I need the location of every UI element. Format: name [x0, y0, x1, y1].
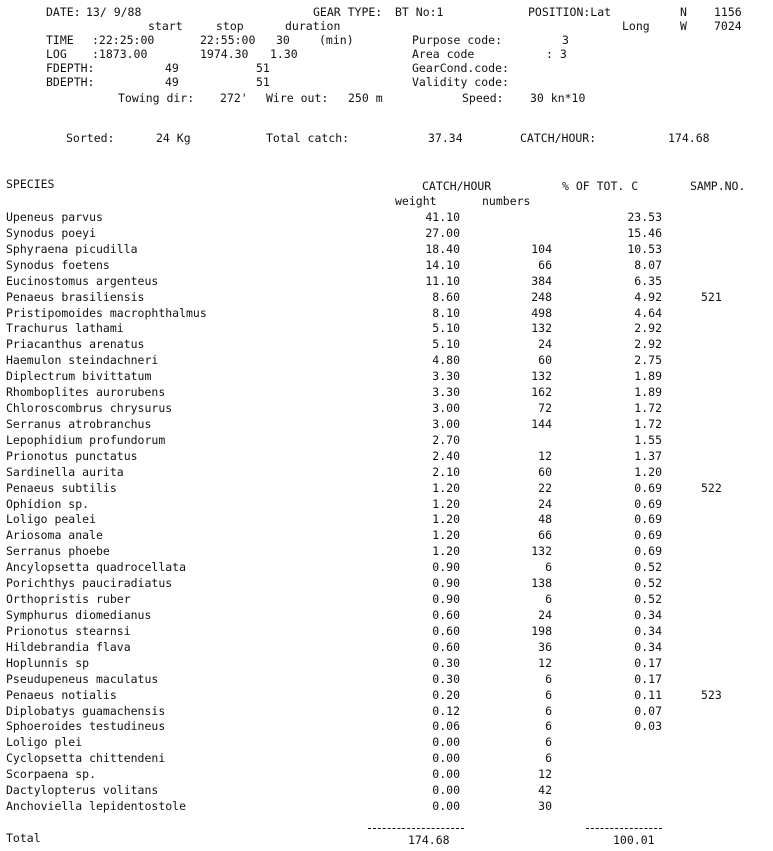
pct-of-total: 0.52 — [634, 592, 662, 607]
sorted-value: 24 Kg — [156, 131, 191, 145]
gear-type-value: BT No:1 — [395, 5, 444, 19]
catch-weight: 0.30 — [432, 671, 460, 686]
log-label: LOG — [46, 47, 67, 61]
species-name: Priacanthus arenatus — [6, 337, 145, 352]
table-row — [0, 241, 773, 257]
catch-weight: 0.06 — [432, 719, 460, 734]
catch-weight: 0.00 — [432, 767, 460, 782]
time-start: :22:25:00 — [92, 33, 155, 47]
table-row — [0, 384, 773, 400]
catch-numbers: 30 — [538, 799, 552, 814]
time-label: TIME — [46, 33, 74, 47]
catch-weight: 4.80 — [432, 353, 460, 368]
catch-weight: 0.00 — [432, 735, 460, 750]
speed-label: Speed: — [462, 91, 504, 105]
table-row — [0, 671, 773, 687]
species-name: Loligo plei — [6, 735, 83, 750]
species-name: Pristipomoides macrophthalmus — [6, 305, 207, 320]
catch-numbers: 498 — [531, 305, 552, 320]
species-name: Symphurus diomedianus — [6, 608, 152, 622]
table-row — [0, 623, 773, 639]
towing-dir-value: 272' — [220, 91, 248, 105]
catch-numbers: 6 — [545, 719, 552, 734]
table-row — [0, 320, 773, 336]
total-pct-value: 100.01 — [613, 833, 655, 847]
catch-numbers: 6 — [545, 592, 552, 607]
pct-of-total: 2.75 — [634, 353, 662, 368]
bdepth-stop: 51 — [256, 75, 270, 89]
catch-weight: 3.00 — [432, 416, 460, 431]
species-name: Serranus atrobranchus — [6, 416, 152, 431]
catch-numbers: 6 — [545, 703, 552, 718]
catch-numbers: 132 — [531, 369, 552, 384]
catch-weight: 2.40 — [432, 448, 460, 463]
table-row — [0, 766, 773, 782]
catch-weight: 18.40 — [425, 241, 460, 256]
species-name: Upeneus parvus — [6, 210, 103, 224]
catch-numbers: 384 — [531, 273, 552, 288]
species-name: Hildebrandia flava — [6, 639, 131, 654]
log-duration: 1.30 — [270, 47, 298, 61]
catch-numbers: 48 — [538, 512, 552, 527]
species-name: Synodus foetens — [6, 257, 110, 272]
catch-weight: 8.10 — [432, 305, 460, 320]
sample-number: 522 — [701, 480, 722, 495]
lat-hemisphere: N — [680, 5, 687, 19]
total-catch-label: Total catch: — [266, 131, 350, 145]
catch-weight: 11.10 — [425, 273, 460, 288]
species-name: Cyclopsetta chittendeni — [6, 751, 166, 766]
catch-numbers: 6 — [545, 751, 552, 766]
date-label: DATE: — [46, 5, 81, 19]
table-row — [0, 575, 773, 591]
species-name: Scorpaena sp. — [6, 767, 97, 782]
bdepth-start: 49 — [165, 75, 179, 89]
catch-weight: 1.20 — [432, 496, 460, 511]
total-pct-rule — [586, 828, 662, 829]
speed-value: 30 kn*10 — [530, 91, 586, 105]
total-label: Total — [6, 831, 41, 845]
date-value: 13/ 9/88 — [86, 5, 142, 19]
species-name: Orthopristis ruber — [6, 592, 131, 607]
col-species-header: SPECIES — [6, 177, 55, 191]
species-name: Penaeus subtilis — [6, 480, 117, 495]
catch-weight: 41.10 — [425, 210, 460, 224]
species-name: Sphyraena picudilla — [6, 241, 138, 256]
pct-of-total: 4.92 — [634, 289, 662, 304]
col-start-label: start — [148, 19, 183, 33]
pct-of-total: 2.92 — [634, 337, 662, 352]
fdepth-start: 49 — [165, 61, 179, 75]
species-name: Porichthys pauciradiatus — [6, 576, 173, 591]
catch-numbers: 248 — [531, 289, 552, 304]
catch-weight: 0.00 — [432, 751, 460, 766]
log-start: :1873.00 — [92, 47, 148, 61]
catch-weight: 0.20 — [432, 687, 460, 702]
total-weight-value: 174.68 — [408, 833, 450, 847]
table-row — [0, 496, 773, 512]
catch-weight: 0.90 — [432, 592, 460, 607]
table-row — [0, 527, 773, 543]
catch-weight: 0.00 — [432, 799, 460, 814]
table-row — [0, 416, 773, 432]
area-code-value: : 3 — [546, 47, 567, 61]
catch-weight: 3.30 — [432, 369, 460, 384]
pct-of-total: 0.34 — [634, 623, 662, 638]
position-label: POSITION:Lat — [528, 5, 612, 19]
col-samp-header: SAMP.NO. — [690, 179, 746, 193]
table-row — [0, 432, 773, 448]
table-row — [0, 448, 773, 464]
wire-out-label: Wire out: — [266, 91, 329, 105]
catch-weight: 0.60 — [432, 608, 460, 622]
pct-of-total: 1.37 — [634, 448, 662, 463]
catch-numbers: 12 — [538, 448, 552, 463]
catch-weight: 1.20 — [432, 480, 460, 495]
catch-weight: 1.20 — [432, 544, 460, 559]
table-row — [0, 305, 773, 321]
table-row — [0, 750, 773, 766]
catch-numbers: 66 — [538, 257, 552, 272]
area-code-label: Area code — [412, 47, 475, 61]
catch-weight: 5.10 — [432, 337, 460, 352]
towing-dir-label: Towing dir: — [118, 91, 195, 105]
col-pct-header: % OF TOT. C — [562, 179, 639, 193]
pct-of-total: 0.52 — [634, 560, 662, 575]
catch-weight: 0.00 — [432, 783, 460, 798]
species-name: Penaeus notialis — [6, 687, 117, 702]
species-name: Prionotus stearnsi — [6, 623, 131, 638]
table-row — [0, 655, 773, 671]
catch-numbers: 24 — [538, 337, 552, 352]
catch-numbers: 22 — [538, 480, 552, 495]
table-row — [0, 559, 773, 575]
col-catch-hour-header: CATCH/HOUR — [422, 179, 492, 193]
catch-numbers: 42 — [538, 783, 552, 798]
species-name: Diplobatys guamachensis — [6, 703, 166, 718]
time-unit: (min) — [319, 33, 354, 47]
catch-numbers: 60 — [538, 464, 552, 479]
pct-of-total: 0.34 — [634, 608, 662, 622]
pct-of-total: 0.07 — [634, 703, 662, 718]
pct-of-total: 0.34 — [634, 639, 662, 654]
species-name: Rhomboplites aurorubens — [6, 385, 166, 400]
catch-numbers: 66 — [538, 528, 552, 543]
table-row — [0, 591, 773, 607]
bdepth-label: BDEPTH: — [46, 75, 95, 89]
species-name: Dactylopterus volitans — [6, 783, 159, 798]
pct-of-total: 0.69 — [634, 512, 662, 527]
table-row — [0, 782, 773, 798]
catch-numbers: 104 — [531, 241, 552, 256]
table-row — [0, 480, 773, 496]
sub-numbers-header: numbers — [482, 194, 531, 208]
species-name: Sardinella aurita — [6, 464, 124, 479]
catch-numbers: 12 — [538, 655, 552, 670]
catch-weight: 3.00 — [432, 401, 460, 416]
table-row — [0, 289, 773, 305]
pct-of-total: 0.69 — [634, 528, 662, 543]
pct-of-total: 0.03 — [634, 719, 662, 734]
col-stop-label: stop — [216, 19, 244, 33]
catch-weight: 27.00 — [425, 225, 460, 240]
catch-weight: 2.10 — [432, 464, 460, 479]
gear-cond-label: GearCond.code: — [412, 61, 509, 75]
table-row — [0, 703, 773, 719]
species-name: Synodus poeyi — [6, 225, 97, 240]
purpose-code-value: 3 — [562, 33, 569, 47]
purpose-code-label: Purpose code: — [412, 33, 503, 47]
long-value: 7024 — [714, 19, 742, 33]
catch-weight: 1.20 — [432, 528, 460, 543]
pct-of-total: 15.46 — [627, 225, 662, 240]
pct-of-total: 0.17 — [634, 655, 662, 670]
species-name: Diplectrum bivittatum — [6, 369, 152, 384]
table-row — [0, 336, 773, 352]
time-duration: 30 — [276, 33, 290, 47]
catch-numbers: 138 — [531, 576, 552, 591]
species-name: Ophidion sp. — [6, 496, 90, 511]
catch-weight: 1.20 — [432, 512, 460, 527]
pct-of-total: 8.07 — [634, 257, 662, 272]
species-name: Eucinostomus argenteus — [6, 273, 159, 288]
pct-of-total: 0.52 — [634, 576, 662, 591]
pct-of-total: 2.92 — [634, 321, 662, 336]
sub-weight-header: weight — [395, 194, 437, 208]
species-name: Hoplunnis sp — [6, 655, 90, 670]
table-row — [0, 257, 773, 273]
table-row — [0, 352, 773, 368]
species-name: Prionotus punctatus — [6, 448, 138, 463]
pct-of-total: 1.20 — [634, 464, 662, 479]
species-name: Ancylopsetta quadrocellata — [6, 560, 187, 575]
sample-number: 523 — [701, 687, 722, 702]
species-name: Trachurus lathami — [6, 321, 124, 336]
col-duration-label: duration — [285, 19, 341, 33]
catch-numbers: 6 — [545, 560, 552, 575]
species-name: Penaeus brasiliensis — [6, 289, 145, 304]
total-catch-value: 37.34 — [428, 131, 463, 145]
catch-numbers: 24 — [538, 496, 552, 511]
catch-numbers: 144 — [531, 416, 552, 431]
catch-weight: 0.90 — [432, 560, 460, 575]
gear-type-label: GEAR TYPE: — [313, 5, 383, 19]
species-name: Ariosoma anale — [6, 528, 103, 543]
long-label: Long — [622, 19, 650, 33]
table-row — [0, 511, 773, 527]
species-name: Lepophidium profundorum — [6, 432, 166, 447]
fdepth-stop: 51 — [256, 61, 270, 75]
catch-numbers: 72 — [538, 401, 552, 416]
catch-weight: 0.12 — [432, 703, 460, 718]
catch-weight: 5.10 — [432, 321, 460, 336]
pct-of-total: 6.35 — [634, 273, 662, 288]
sorted-label: Sorted: — [66, 131, 115, 145]
table-row — [0, 209, 773, 225]
pct-of-total: 1.72 — [634, 416, 662, 431]
table-row — [0, 543, 773, 559]
log-stop: 1974.30 — [200, 47, 249, 61]
wire-out-value: 250 m — [348, 91, 383, 105]
pct-of-total: 1.89 — [634, 385, 662, 400]
catch-weight: 3.30 — [432, 385, 460, 400]
catch-per-hour-value: 174.68 — [668, 131, 710, 145]
pct-of-total: 0.11 — [634, 687, 662, 702]
table-row — [0, 400, 773, 416]
table-row — [0, 225, 773, 241]
catch-numbers: 12 — [538, 767, 552, 782]
catch-weight: 14.10 — [425, 257, 460, 272]
total-weight-rule — [368, 828, 464, 829]
table-row — [0, 464, 773, 480]
catch-numbers: 24 — [538, 608, 552, 622]
catch-numbers: 162 — [531, 385, 552, 400]
table-row — [0, 718, 773, 734]
table-row — [0, 273, 773, 289]
table-row — [0, 639, 773, 655]
species-name: Pseudupeneus maculatus — [6, 671, 159, 686]
pct-of-total: 0.69 — [634, 544, 662, 559]
pct-of-total: 1.89 — [634, 369, 662, 384]
fdepth-label: FDEPTH: — [46, 61, 95, 75]
catch-numbers: 6 — [545, 687, 552, 702]
species-name: Anchoviella lepidentostole — [6, 799, 187, 814]
catch-weight: 0.90 — [432, 576, 460, 591]
table-row — [0, 687, 773, 703]
table-row — [0, 734, 773, 750]
table-row — [0, 607, 773, 623]
catch-weight: 8.60 — [432, 289, 460, 304]
catch-weight: 0.60 — [432, 639, 460, 654]
species-name: Chloroscombrus chrysurus — [6, 401, 173, 416]
catch-numbers: 6 — [545, 735, 552, 750]
species-name: Loligo pealei — [6, 512, 97, 527]
catch-numbers: 36 — [538, 639, 552, 654]
long-hemisphere: W — [680, 19, 687, 33]
table-row — [0, 368, 773, 384]
pct-of-total: 0.17 — [634, 671, 662, 686]
table-row — [0, 798, 773, 814]
pct-of-total: 23.53 — [627, 210, 662, 224]
lat-value: 1156 — [714, 5, 742, 19]
pct-of-total: 0.69 — [634, 480, 662, 495]
species-name: Sphoeroides testudineus — [6, 719, 166, 734]
catch-weight: 0.60 — [432, 623, 460, 638]
catch-numbers: 60 — [538, 353, 552, 368]
species-name: Haemulon steindachneri — [6, 353, 159, 368]
catch-weight: 2.70 — [432, 432, 460, 447]
pct-of-total: 4.64 — [634, 305, 662, 320]
pct-of-total: 1.55 — [634, 432, 662, 447]
catch-numbers: 132 — [531, 321, 552, 336]
catch-numbers: 6 — [545, 671, 552, 686]
catch-per-hour-label: CATCH/HOUR: — [520, 131, 597, 145]
pct-of-total: 10.53 — [627, 241, 662, 256]
catch-weight: 0.30 — [432, 655, 460, 670]
time-stop: 22:55:00 — [200, 33, 256, 47]
pct-of-total: 0.69 — [634, 496, 662, 511]
validity-code-label: Validity code: — [412, 75, 509, 89]
species-name: Serranus phoebe — [6, 544, 110, 559]
pct-of-total: 1.72 — [634, 401, 662, 416]
catch-numbers: 132 — [531, 544, 552, 559]
catch-numbers: 198 — [531, 623, 552, 638]
sample-number: 521 — [701, 289, 722, 304]
